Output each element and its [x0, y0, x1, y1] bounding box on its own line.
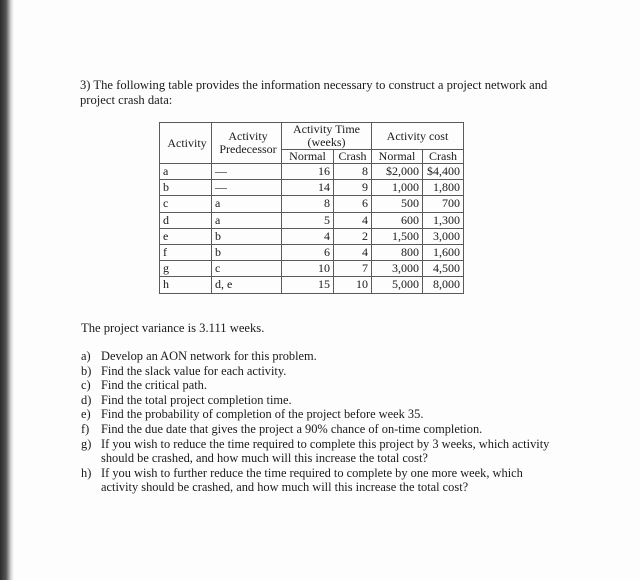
list-item: [81, 407, 551, 422]
list-item: [81, 378, 551, 393]
cell-time-crash: 10: [334, 277, 372, 293]
list-item: [81, 349, 551, 364]
item-marker: a): [81, 349, 91, 363]
cell-predecessor: a: [212, 212, 282, 228]
cell-cost-normal: 800: [372, 244, 423, 260]
question-title: 3) The following table provides the information necessary to construct a project network and project crash data:: [80, 78, 548, 107]
list-item: [81, 393, 551, 408]
item-marker: e): [81, 407, 91, 422]
item-text: Find the due date that gives the project a 90% chance of on-time completion.: [101, 421, 483, 436]
cell-predecessor: c: [212, 261, 282, 277]
header-predecessor: Activity Predecessor: [212, 123, 282, 164]
cell-activity: f: [160, 244, 212, 260]
cell-cost-crash: 700: [423, 196, 464, 212]
table-row: [160, 228, 464, 244]
cell-predecessor: d, e: [212, 277, 282, 293]
cell-cost-normal: 500: [372, 196, 423, 212]
cell-time-crash: 6: [334, 196, 372, 212]
cell-time-crash: 4: [334, 212, 372, 228]
cell-time-crash: 2: [334, 228, 372, 244]
table-header-row: [160, 123, 464, 150]
cell-predecessor: b: [212, 244, 282, 260]
cell-time-normal: 14: [282, 180, 334, 196]
cell-cost-crash: 3,000: [423, 228, 464, 244]
cell-cost-normal: 3,000: [372, 261, 423, 277]
item-marker: h): [81, 465, 92, 480]
cell-time-crash: 4: [334, 244, 372, 260]
item-marker: d): [81, 392, 92, 407]
cell-cost-crash: 4,500: [423, 261, 464, 277]
list-item: [81, 364, 551, 379]
task-list: [81, 349, 551, 495]
cell-time-normal: 6: [282, 244, 334, 260]
header-activity-time: Activity Time (weeks): [282, 123, 372, 150]
cell-cost-crash: 8,000: [423, 277, 464, 293]
cell-cost-crash: 1,800: [423, 180, 464, 196]
cell-time-normal: 16: [282, 164, 334, 180]
item-marker: c): [81, 378, 91, 393]
cell-activity: g: [160, 261, 212, 277]
item-text: Find the total project completion time.: [101, 392, 292, 407]
table-row: [160, 180, 464, 196]
cell-predecessor: —: [212, 180, 282, 196]
cell-activity: a: [160, 164, 212, 180]
item-text: Develop an AON network for this problem.: [101, 349, 317, 363]
cell-cost-crash: $4,400: [423, 164, 464, 180]
cell-activity: c: [160, 196, 212, 212]
cell-time-crash: 8: [334, 164, 372, 180]
cell-cost-crash: 1,300: [423, 212, 464, 228]
table-row: [160, 244, 464, 260]
item-text: Find the probability of completion of the project before week 35.: [101, 407, 424, 422]
item-text: Find the slack value for each activity.: [101, 363, 287, 378]
item-marker: f): [81, 421, 90, 436]
cell-predecessor: b: [212, 228, 282, 244]
cell-activity: e: [160, 228, 212, 244]
project-variance-text: The project variance is 3.111 weeks.: [81, 321, 265, 335]
cell-time-normal: 5: [282, 212, 334, 228]
cell-cost-normal: $2,000: [372, 164, 423, 180]
cell-time-crash: 9: [334, 180, 372, 196]
header-time-normal: Normal: [282, 150, 334, 164]
item-marker: g): [81, 436, 92, 451]
cell-time-crash: 7: [334, 261, 372, 277]
header-activity-cost: Activity cost: [372, 123, 464, 150]
header-activity: Activity: [160, 123, 212, 164]
header-cost-crash: Crash: [423, 150, 464, 164]
cell-cost-normal: 5,000: [372, 277, 423, 293]
header-time-crash: Crash: [334, 150, 372, 164]
list-item: [81, 437, 551, 466]
table-row: [160, 196, 464, 212]
table-row: [160, 261, 464, 277]
cell-cost-crash: 1,600: [423, 244, 464, 260]
header-cost-normal: Normal: [372, 150, 423, 164]
list-item: [81, 422, 551, 437]
project-crash-table: [159, 122, 464, 294]
table-row: [160, 277, 464, 293]
item-text: Find the critical path.: [101, 378, 207, 393]
table-row: [160, 212, 464, 228]
cell-activity: d: [160, 212, 212, 228]
item-marker: b): [81, 363, 92, 378]
cell-time-normal: 8: [282, 196, 334, 212]
item-text: If you wish to further reduce the time required to complete by one more week, which activity should be crashed, and how much will this increase the total cost?: [101, 465, 523, 495]
table-row: [160, 164, 464, 180]
cell-predecessor: a: [212, 196, 282, 212]
cell-predecessor: —: [212, 164, 282, 180]
page-edge-shadow: [0, 0, 14, 580]
item-text: If you wish to reduce the time required to complete this project by 3 weeks, which activity should be crashed, and how much will this increase the total cost?: [101, 436, 550, 466]
cell-cost-normal: 600: [372, 212, 423, 228]
cell-activity: h: [160, 277, 212, 293]
cell-cost-normal: 1,500: [372, 228, 423, 244]
cell-time-normal: 4: [282, 228, 334, 244]
cell-time-normal: 10: [282, 261, 334, 277]
cell-time-normal: 15: [282, 277, 334, 293]
list-item: [81, 466, 551, 495]
cell-cost-normal: 1,000: [372, 180, 423, 196]
cell-activity: b: [160, 180, 212, 196]
